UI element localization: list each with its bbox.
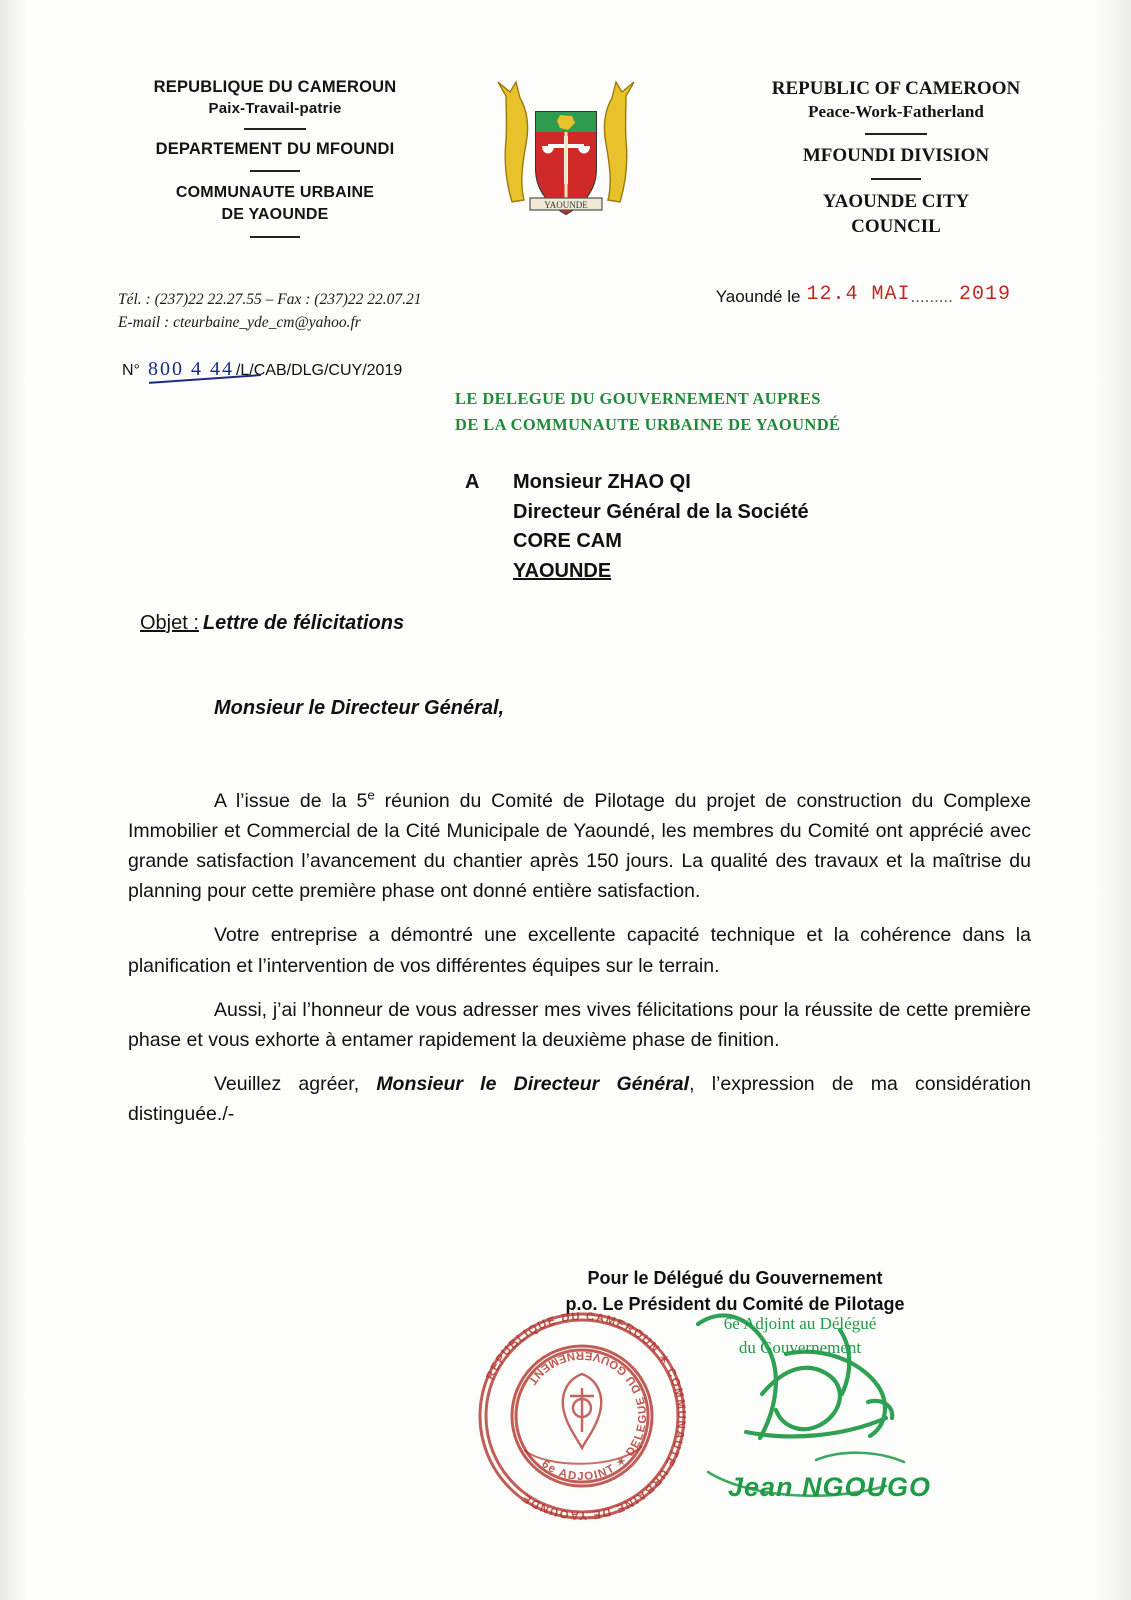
council-fr-line1: COMMUNAUTE URBAINE	[175, 184, 375, 201]
signature-title-line2: du Gouvernement	[738, 1337, 862, 1357]
subject-line	[140, 612, 404, 635]
dateline-dots: .........	[910, 287, 953, 306]
divider-rule	[250, 170, 300, 172]
division-en: MFOUNDI DIVISION	[802, 145, 990, 166]
addressee-a-label: A	[465, 471, 480, 493]
reference-prefix: N°	[122, 362, 140, 379]
divider-rule	[871, 178, 921, 180]
reference-suffix: /L/CAB/DLG/CUY/2019	[235, 362, 403, 379]
addressee-title: Directeur Général de la Société	[513, 500, 809, 523]
signature-handwritten-title	[670, 1312, 930, 1360]
council-en-line1: YAOUNDE CITY	[822, 191, 970, 212]
sender-heading-line2: DE LA COMMUNAUTE URBAINE DE YAOUNDÉ	[455, 414, 841, 434]
signature-line2: p.o. Le Président du Comité de Pilotage	[565, 1294, 905, 1315]
body-paragraph-1	[128, 785, 1031, 906]
body-paragraph-3-text: Aussi, j’ai l’honneur de vous adresser mes vives félicitations pour la réussite de cette première phase et vous exhorte à entamer rapidement la deuxième phase de finition.	[128, 998, 1031, 1052]
body-paragraph-2-text: Votre entreprise a démontré une excellente capacité technique et la cohérence dans la planification et l’intervention de vos différentes équipes sur le terrain.	[128, 924, 1031, 977]
addressee-company: CORE CAM	[513, 530, 622, 553]
reference-handwritten-number: 800 4 44	[147, 358, 234, 380]
body-paragraph-1-text: A l’issue de la 5e réunion du Comité de Pilotage du projet de construction du Complexe Immobilier et Commercial de la Cité Municipale de Yaoundé, les membres du Comité ont apprécié avec grande satisfaction l’avancement du chantier après 150 jours. La qualité des travaux et la maîtrise du planning pour cette première phase ont donné entière satisfaction.	[128, 787, 1031, 903]
official-stamp	[466, 1300, 698, 1532]
body-paragraph-3	[128, 995, 1031, 1055]
letterhead-french	[110, 78, 440, 248]
council-fr-line2: DE YAOUNDE	[221, 205, 329, 223]
divider-rule	[244, 128, 306, 130]
cameroon-coat-of-arms-icon	[476, 74, 656, 234]
sender-heading-line1: LE DELEGUE DU GOUVERNEMENT AUPRES	[455, 389, 821, 408]
body-closing-paragraph	[128, 1069, 1031, 1129]
signer-name: Jean NGOUGO	[728, 1472, 932, 1502]
divider-rule	[250, 236, 300, 238]
motto-fr: Paix-Travail-patrie	[208, 100, 342, 117]
svg-text:6e ADJOINT ✶ DELEGUE DU GOUVER: 6e ADJOINT ✶ DELEGUE DU GOUVERNEMENT	[525, 1348, 650, 1484]
svg-text:YAOUNDE: YAOUNDE	[543, 200, 588, 210]
signature-line1: Pour le Délégué du Gouvernement	[587, 1268, 883, 1288]
addressee-block	[466, 468, 809, 586]
country-name-en: REPUBLIC OF CAMEROON	[771, 78, 1021, 99]
body-paragraph-2	[128, 920, 1031, 980]
addressee-city: YAOUNDE	[513, 559, 612, 582]
division-fr: DEPARTEMENT DU MFOUNDI	[155, 140, 395, 158]
country-name-fr: REPUBLIQUE DU CAMEROUN	[153, 78, 397, 96]
sender-heading	[455, 386, 840, 437]
motto-en: Peace-Work-Fatherland	[808, 102, 984, 121]
dateline	[715, 283, 1011, 309]
dateline-handwritten-date: 12.4 MAI	[806, 283, 911, 306]
subject-label: Objet :	[140, 612, 199, 634]
dateline-label: Yaoundé le	[715, 287, 801, 306]
signature-title-line1: 6e Adjoint au Délégué	[723, 1314, 877, 1333]
closing-after: , l’expression de ma considération distinguée./-	[128, 1073, 1031, 1126]
letterhead-english	[731, 78, 1061, 239]
closing-emphasis: Monsieur le Directeur Général	[376, 1073, 690, 1096]
subject-value: Lettre de félicitations	[202, 612, 405, 634]
salutation: Monsieur le Directeur Général,	[214, 697, 505, 719]
phone-fax-line: Tél. : (237)22 22.27.55 – Fax : (237)22 22.07.21	[118, 291, 422, 308]
letter-body	[128, 785, 1031, 1130]
addressee-name: Monsieur ZHAO QI	[513, 471, 691, 493]
divider-rule	[865, 133, 927, 135]
closing-before: Veuillez agréer,	[214, 1073, 377, 1096]
signature-block	[520, 1265, 950, 1317]
contact-block	[118, 288, 422, 335]
dateline-year: 2019	[958, 283, 1011, 306]
council-en-line2: COUNCIL	[851, 215, 941, 237]
email-line: E-mail : cteurbaine_yde_cm@yahoo.fr	[118, 314, 361, 332]
svg-text:REPUBLIQUE DU CAMEROUN ✶ COMMU: REPUBLIQUE DU CAMEROUN ✶ COMMUNAUTE URBAINE DE YAOUNDE	[484, 1310, 688, 1522]
